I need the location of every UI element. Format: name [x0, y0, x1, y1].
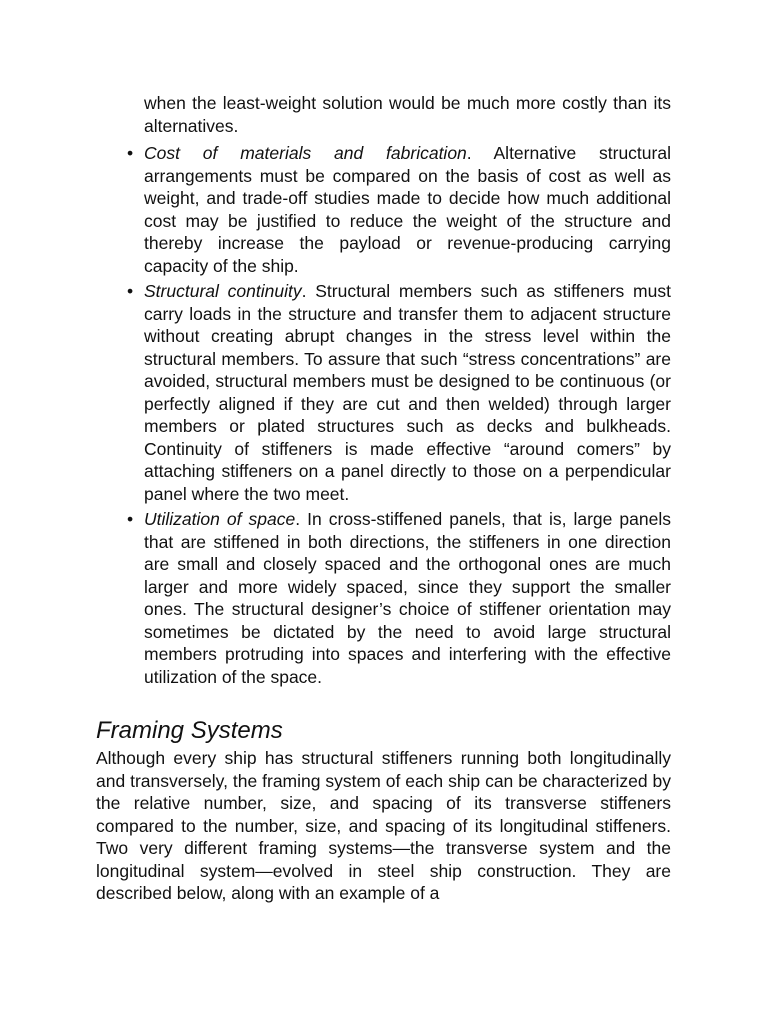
bullet-marker: •	[127, 509, 134, 529]
bullet-marker: •	[127, 281, 134, 301]
section-paragraph: Although every ship has structural stiffeners running both longitudinally and transversely, the framing system of each ship can be characterized by the relative number, size, and spacing of its transverse stiffeners compared to the number, size, and spacing of its longitudinal stiffeners. Two very different framing systems—the transverse system and the longitudinal system—evolved in steel ship construction. They are described below, along with an example of a	[96, 748, 671, 903]
bullet-term: Cost of materials and fabrication	[144, 143, 467, 163]
bullet-item-cost	[124, 142, 671, 277]
bullet-text: . In cross-stiffened panels, that is, large panels that are stiffened in both directions, the stiffeners in one direction are small and closely spaced and the orthogonal ones are much larger and more widely spaced, since they support the smaller ones. The structural designer’s choice of stiffener orientation may sometimes be dictated by the need to avoid large structural members protruding into spaces and interfering with the effective utilization of the space.	[144, 509, 671, 687]
bullet-term: Structural continuity	[144, 281, 302, 301]
bullet-term: Utilization of space	[144, 509, 296, 529]
continued-paragraph: when the least-weight solution would be much more costly than its alternatives.	[144, 93, 671, 136]
bullet-marker: •	[127, 143, 134, 163]
bullet-list	[124, 142, 671, 691]
section-heading: Framing Systems	[96, 717, 283, 744]
bullet-text: . Alternative structural arrangements must be compared on the basis of cost as well as weight, and trade-off studies made to decide how much additional cost may be justified to reduce the weight of the structure and thereby increase the payload or revenue-producing carrying capacity of the ship.	[144, 143, 671, 276]
bullet-text: . Structural members such as stiffeners must carry loads in the structure and transfer them to adjacent structure without creating abrupt changes in the stress level within the structural members. To assure that such “stress concentrations” are avoided, structural members must be designed to be continuous (or perfectly aligned if they are cut and then welded) through larger members or plated structures such as decks and bulkheads. Continuity of stiffeners is made effective “around comers” by attaching stiffeners on a panel directly to those on a perpendicular panel where the two meet.	[144, 281, 671, 504]
bullet-item-space	[124, 508, 671, 688]
bullet-item-continuity	[124, 280, 671, 505]
